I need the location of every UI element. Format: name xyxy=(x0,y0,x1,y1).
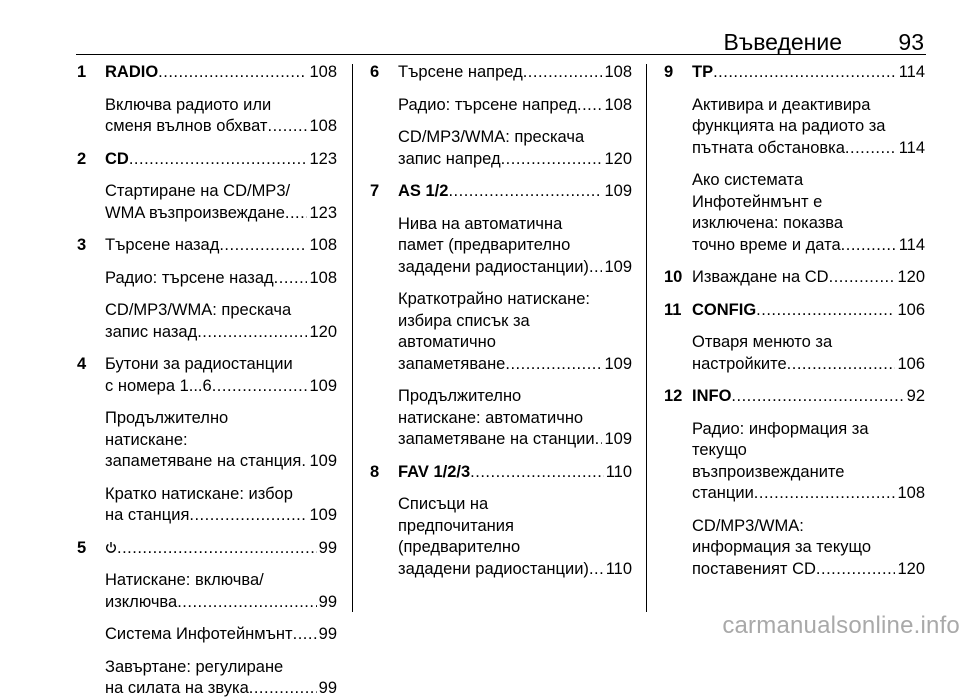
entry-main-line xyxy=(105,538,337,560)
page-ref[interactable]: 109 xyxy=(309,376,337,395)
dot-leader xyxy=(470,462,604,484)
toc-subentry[interactable] xyxy=(692,332,925,375)
subentry-last-line xyxy=(105,203,337,225)
page-ref[interactable]: 106 xyxy=(897,354,925,373)
subentry-text: CD/MP3/WMA: прескача xyxy=(105,301,292,319)
subentry-text: Включва радиото или xyxy=(105,95,272,114)
entry-number: 3 xyxy=(77,236,87,254)
page-ref[interactable]: 99 xyxy=(318,592,337,611)
subentry-text: информация за текущо xyxy=(692,538,872,556)
page-ref[interactable]: 99 xyxy=(318,625,337,643)
page-ref[interactable]: 120 xyxy=(309,322,337,341)
entry-main-line xyxy=(105,149,337,171)
dot-leader xyxy=(756,300,895,322)
page-ref[interactable]: 109 xyxy=(604,430,632,448)
dot-leader xyxy=(293,624,317,646)
dot-leader xyxy=(589,559,604,581)
toc-subentry[interactable] xyxy=(105,408,337,473)
subentry-text: запаметяване на станции xyxy=(398,430,595,448)
toc-subentry[interactable] xyxy=(105,657,337,700)
subentry-text: поставеният CD xyxy=(692,559,816,578)
entry-title: INFO xyxy=(692,387,732,405)
entry-main-line xyxy=(398,462,632,484)
entry-number: 11 xyxy=(664,300,682,319)
toc-subentry[interactable] xyxy=(692,419,925,505)
page-ref[interactable]: 108 xyxy=(309,236,337,254)
toc-subentry[interactable] xyxy=(398,214,632,279)
subentry-last-line xyxy=(398,257,632,279)
dot-leader xyxy=(177,592,316,614)
page-ref[interactable]: 120 xyxy=(604,149,632,168)
dot-leader xyxy=(274,268,308,290)
page-ref[interactable]: 110 xyxy=(605,559,632,578)
dot-leader xyxy=(829,267,896,289)
dot-leader xyxy=(129,149,308,171)
subentry-text: Продължително xyxy=(105,409,229,427)
toc-subentry[interactable] xyxy=(398,494,632,580)
subentry-text: памет (предварително xyxy=(398,236,571,254)
dot-leader xyxy=(267,116,307,138)
page-number: 93 xyxy=(898,29,924,55)
toc-entry[interactable] xyxy=(664,62,925,256)
subentry-last-line xyxy=(692,483,925,505)
page-ref[interactable]: 99 xyxy=(318,538,337,557)
entry-number: 5 xyxy=(77,538,87,557)
entry-number: 2 xyxy=(77,149,87,168)
page-title: Въведение xyxy=(723,29,842,55)
subentry-text: Система Инфотейнмънт xyxy=(105,625,293,643)
subentry-text: Отваря менюто за xyxy=(692,333,833,351)
toc-entry[interactable] xyxy=(77,354,337,527)
dot-leader xyxy=(816,559,896,581)
toc-column-1 xyxy=(77,62,337,700)
subentry-text: настройките xyxy=(692,354,787,373)
subentry-last-line xyxy=(105,678,337,700)
entry-main-line xyxy=(692,300,925,322)
entry-title: с номера 1...6 xyxy=(105,376,212,395)
entry-main-line xyxy=(692,267,925,289)
page-ref[interactable]: 108 xyxy=(604,95,632,114)
page-ref[interactable]: 108 xyxy=(897,484,925,502)
dot-leader xyxy=(197,322,307,344)
dot-leader xyxy=(595,429,603,451)
page-ref[interactable]: 108 xyxy=(309,117,337,135)
toc-entry[interactable] xyxy=(370,462,632,581)
toc-subentry[interactable] xyxy=(105,484,337,527)
subentry-last-line xyxy=(105,505,337,527)
dot-leader xyxy=(523,62,603,84)
subentry-text: избира списък за xyxy=(398,311,530,330)
subentry-text: станции xyxy=(692,484,754,502)
subentry-last-line xyxy=(398,429,632,451)
dot-leader xyxy=(787,354,896,376)
dot-leader xyxy=(589,257,603,279)
page-ref[interactable]: 99 xyxy=(318,679,337,697)
subentry-text: Завъртане: регулиране xyxy=(105,657,284,676)
subentry-text: на силата на звука xyxy=(105,679,249,697)
dot-leader xyxy=(841,235,897,257)
dot-leader xyxy=(501,149,603,171)
toc-subentry[interactable] xyxy=(692,516,925,581)
subentry-text: изключва xyxy=(105,592,178,611)
subentry-text: запис напред xyxy=(398,149,501,168)
toc-subentry[interactable] xyxy=(398,386,632,451)
subentry-text: текущо xyxy=(692,441,747,459)
subentry-text: пътната обстановка xyxy=(692,138,845,157)
toc-entry[interactable] xyxy=(77,62,337,138)
entry-title: CONFIG xyxy=(692,300,757,319)
entry-title: RADIO xyxy=(105,63,159,81)
subentry-text: зададени радиостанции) xyxy=(398,257,589,276)
subentry-text: натискане: автоматично xyxy=(398,408,584,427)
toc-entry[interactable] xyxy=(370,181,632,451)
subentry-last-line xyxy=(692,354,925,376)
entry-number: 7 xyxy=(370,182,380,200)
subentry-text: Радио: информация за xyxy=(692,419,869,438)
entry-title: TP xyxy=(692,63,714,81)
page-ref[interactable]: 108 xyxy=(604,63,632,81)
toc-entry[interactable] xyxy=(664,300,925,376)
dot-leader xyxy=(249,678,317,700)
entry-title: Търсене напред xyxy=(398,63,523,81)
toc-subentry[interactable] xyxy=(692,95,925,160)
entry-title: AS 1/2 xyxy=(398,182,449,200)
page-ref[interactable]: 120 xyxy=(897,268,925,286)
entry-number: 8 xyxy=(370,462,380,481)
subentry-last-line xyxy=(398,95,632,117)
page-ref[interactable]: 109 xyxy=(604,257,632,276)
page-ref[interactable]: 114 xyxy=(898,235,925,254)
subentry-last-line xyxy=(105,451,337,473)
toc-subentry[interactable] xyxy=(398,127,632,170)
subentry-text: Списъци на xyxy=(398,495,489,513)
entry-number: 4 xyxy=(77,355,87,373)
toc-entry[interactable] xyxy=(77,538,337,700)
subentry-text: Инфотейнмънт е xyxy=(692,192,823,211)
entry-number: 9 xyxy=(664,63,674,81)
entry-number: 12 xyxy=(664,387,683,405)
subentry-last-line xyxy=(105,116,337,138)
toc-entry[interactable] xyxy=(370,62,632,170)
toc-subentry[interactable] xyxy=(105,268,337,290)
dot-leader xyxy=(189,505,307,527)
subentry-last-line xyxy=(398,354,632,376)
entry-title: FAV 1/2/3 xyxy=(398,462,471,481)
page-ref[interactable]: 108 xyxy=(309,268,337,287)
subentry-last-line xyxy=(105,624,337,646)
subentry-text: Активира и деактивира xyxy=(692,95,871,114)
subentry-text: запис назад xyxy=(105,322,198,341)
entry-main-line xyxy=(398,181,632,203)
page-header xyxy=(76,0,926,55)
page-ref[interactable]: 114 xyxy=(898,138,925,157)
column-divider xyxy=(646,64,647,612)
page-ref[interactable]: 123 xyxy=(309,149,337,168)
subentry-text: запаметяване на станция xyxy=(105,452,302,470)
subentry-text: възпроизвежданите xyxy=(692,462,845,481)
subentry-last-line xyxy=(692,235,925,257)
subentry-text: точно време и дата xyxy=(692,235,841,254)
subentry-text: Ако системата xyxy=(692,171,804,189)
entry-title xyxy=(105,538,117,560)
dot-leader xyxy=(577,95,602,117)
toc-column-3 xyxy=(664,62,925,580)
dot-leader xyxy=(845,138,897,160)
toc-entry[interactable] xyxy=(77,235,337,343)
entry-main-line xyxy=(105,62,337,84)
entry-main-line xyxy=(105,376,337,398)
entry-title: Търсене назад xyxy=(105,236,220,254)
subentry-text: предпочитания xyxy=(398,516,514,535)
subentry-text: сменя вълнов обхват xyxy=(105,117,268,135)
power-icon xyxy=(105,539,117,552)
subentry-last-line xyxy=(692,138,925,160)
toc-subentry[interactable] xyxy=(105,95,337,138)
subentry-text: на станция xyxy=(105,506,190,524)
toc-subentry[interactable] xyxy=(398,289,632,375)
subentry-text: Кратко натискане: избор xyxy=(105,484,293,503)
entry-number: 1 xyxy=(77,63,87,81)
dot-leader xyxy=(448,181,602,203)
subentry-text: натискане: xyxy=(105,430,188,449)
entry-title: Бутони за радиостанции xyxy=(105,355,293,373)
subentry-text: WMA възпроизвеждане xyxy=(105,203,285,222)
subentry-last-line xyxy=(398,559,632,581)
subentry-text: изключена: показва xyxy=(692,214,844,232)
subentry-last-line xyxy=(105,268,337,290)
entry-main-line xyxy=(398,62,632,84)
dot-leader xyxy=(754,483,896,505)
entry-title: Изваждане на CD xyxy=(692,268,829,286)
page-ref[interactable]: 108 xyxy=(309,63,337,81)
subentry-text: зададени радиостанции) xyxy=(398,559,589,578)
dot-leader xyxy=(212,376,308,398)
toc-subentry[interactable] xyxy=(105,570,337,613)
subentry-text: Краткотрайно натискане: xyxy=(398,290,590,308)
entry-main-line xyxy=(692,386,925,408)
toc-entry[interactable] xyxy=(664,267,925,289)
subentry-text: (предварително xyxy=(398,538,521,556)
subentry-text: Стартиране на CD/MP3/ xyxy=(105,182,291,200)
subentry-last-line xyxy=(692,559,925,581)
subentry-text: функцията на радиото за xyxy=(692,117,886,135)
entry-title: CD xyxy=(105,149,129,168)
page-ref[interactable]: 110 xyxy=(605,462,632,481)
dot-leader xyxy=(219,235,307,257)
toc-subentry[interactable] xyxy=(105,300,337,343)
subentry-last-line xyxy=(105,592,337,614)
column-divider xyxy=(352,64,353,612)
toc-subentry[interactable] xyxy=(105,181,337,224)
toc-entry[interactable] xyxy=(664,386,925,580)
page-ref[interactable]: 120 xyxy=(897,559,925,578)
entry-number: 6 xyxy=(370,63,380,81)
page-ref[interactable]: 109 xyxy=(604,354,632,373)
subentry-text: Натискане: включва/ xyxy=(105,571,264,589)
dot-leader xyxy=(731,386,904,408)
dot-leader xyxy=(285,203,308,225)
page-ref[interactable]: 109 xyxy=(604,182,632,200)
page-ref[interactable]: 109 xyxy=(309,452,337,470)
subentry-text: автоматично xyxy=(398,333,496,351)
dot-leader xyxy=(158,62,307,84)
subentry-text: Нива на автоматична xyxy=(398,214,563,233)
toc-subentry[interactable] xyxy=(692,170,925,256)
entry-main-line xyxy=(692,62,925,84)
subentry-text: CD/MP3/WMA: прескача xyxy=(398,128,585,146)
toc-entry[interactable] xyxy=(77,149,337,225)
toc-subentry[interactable] xyxy=(398,95,632,117)
page-ref[interactable]: 109 xyxy=(309,506,337,524)
subentry-last-line xyxy=(105,322,337,344)
subentry-text: CD/MP3/WMA: xyxy=(692,516,804,535)
subentry-text: Радио: търсене напред xyxy=(398,95,578,114)
entry-number: 10 xyxy=(664,268,683,286)
page-ref[interactable]: 123 xyxy=(309,203,337,222)
page-ref[interactable]: 114 xyxy=(898,63,925,81)
dot-leader xyxy=(117,538,317,560)
subentry-text: запаметяване xyxy=(398,354,506,373)
dot-leader xyxy=(713,62,897,84)
subentry-text: Продължително xyxy=(398,387,522,405)
subentry-text: Радио: търсене назад xyxy=(105,268,274,287)
subentry-last-line xyxy=(398,149,632,171)
watermark: carmanualsonline.info xyxy=(722,612,960,639)
toc-column-2 xyxy=(370,62,632,580)
page-ref[interactable]: 106 xyxy=(897,300,925,319)
dot-leader xyxy=(505,354,602,376)
toc-subentry[interactable] xyxy=(105,624,337,646)
entry-main-line xyxy=(105,235,337,257)
page-ref[interactable]: 92 xyxy=(906,387,925,405)
